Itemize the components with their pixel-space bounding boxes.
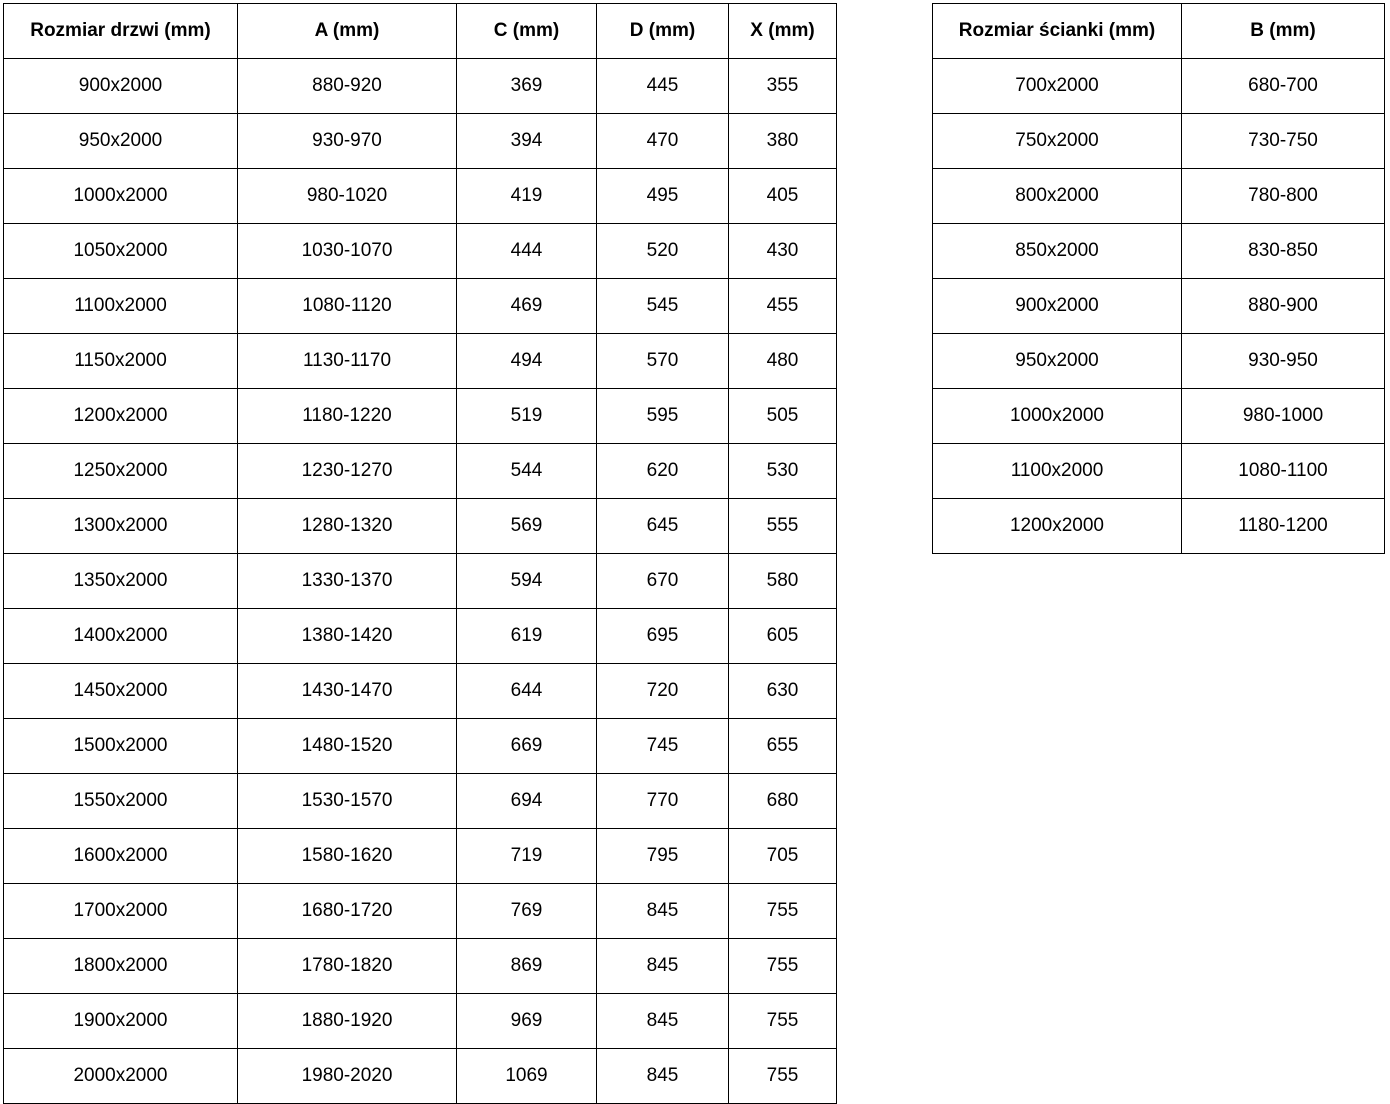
table-row bbox=[4, 1049, 837, 1104]
cell-b: 830-850 bbox=[1182, 224, 1385, 279]
table-row bbox=[4, 169, 837, 224]
cell-d: 670 bbox=[597, 554, 729, 609]
table-row bbox=[4, 59, 837, 114]
table-header-row bbox=[933, 4, 1385, 59]
cell-x: 405 bbox=[729, 169, 837, 224]
cell-d: 770 bbox=[597, 774, 729, 829]
cell-c: 769 bbox=[457, 884, 597, 939]
cell-x: 555 bbox=[729, 499, 837, 554]
column-header-x: X (mm) bbox=[729, 4, 837, 59]
cell-door-size: 1900x2000 bbox=[4, 994, 238, 1049]
cell-wall-size: 700x2000 bbox=[933, 59, 1182, 114]
cell-a: 1380-1420 bbox=[238, 609, 457, 664]
cell-c: 969 bbox=[457, 994, 597, 1049]
table-row bbox=[4, 664, 837, 719]
column-header-a: A (mm) bbox=[238, 4, 457, 59]
table-row bbox=[4, 389, 837, 444]
cell-a: 1230-1270 bbox=[238, 444, 457, 499]
cell-a: 1880-1920 bbox=[238, 994, 457, 1049]
cell-wall-size: 900x2000 bbox=[933, 279, 1182, 334]
cell-d: 720 bbox=[597, 664, 729, 719]
cell-door-size: 1550x2000 bbox=[4, 774, 238, 829]
table-row bbox=[933, 279, 1385, 334]
cell-c: 569 bbox=[457, 499, 597, 554]
door-size-table bbox=[3, 3, 837, 1104]
cell-a: 1080-1120 bbox=[238, 279, 457, 334]
cell-d: 845 bbox=[597, 939, 729, 994]
cell-x: 705 bbox=[729, 829, 837, 884]
table-row bbox=[4, 279, 837, 334]
cell-a: 1130-1170 bbox=[238, 334, 457, 389]
cell-b: 780-800 bbox=[1182, 169, 1385, 224]
cell-d: 845 bbox=[597, 884, 729, 939]
cell-door-size: 1700x2000 bbox=[4, 884, 238, 939]
cell-a: 930-970 bbox=[238, 114, 457, 169]
cell-x: 580 bbox=[729, 554, 837, 609]
cell-door-size: 1200x2000 bbox=[4, 389, 238, 444]
cell-x: 455 bbox=[729, 279, 837, 334]
cell-a: 1980-2020 bbox=[238, 1049, 457, 1104]
cell-x: 380 bbox=[729, 114, 837, 169]
cell-d: 445 bbox=[597, 59, 729, 114]
cell-d: 695 bbox=[597, 609, 729, 664]
cell-door-size: 1150x2000 bbox=[4, 334, 238, 389]
cell-c: 369 bbox=[457, 59, 597, 114]
cell-door-size: 1250x2000 bbox=[4, 444, 238, 499]
cell-d: 645 bbox=[597, 499, 729, 554]
cell-b: 1180-1200 bbox=[1182, 499, 1385, 554]
cell-d: 595 bbox=[597, 389, 729, 444]
cell-wall-size: 1000x2000 bbox=[933, 389, 1182, 444]
cell-d: 620 bbox=[597, 444, 729, 499]
cell-door-size: 1300x2000 bbox=[4, 499, 238, 554]
cell-door-size: 2000x2000 bbox=[4, 1049, 238, 1104]
cell-door-size: 1600x2000 bbox=[4, 829, 238, 884]
cell-c: 394 bbox=[457, 114, 597, 169]
cell-x: 605 bbox=[729, 609, 837, 664]
table-row bbox=[4, 554, 837, 609]
cell-a: 1780-1820 bbox=[238, 939, 457, 994]
cell-wall-size: 800x2000 bbox=[933, 169, 1182, 224]
cell-d: 745 bbox=[597, 719, 729, 774]
cell-x: 655 bbox=[729, 719, 837, 774]
cell-a: 1580-1620 bbox=[238, 829, 457, 884]
cell-a: 980-1020 bbox=[238, 169, 457, 224]
cell-d: 520 bbox=[597, 224, 729, 279]
cell-x: 755 bbox=[729, 884, 837, 939]
cell-x: 530 bbox=[729, 444, 837, 499]
cell-door-size: 900x2000 bbox=[4, 59, 238, 114]
cell-b: 880-900 bbox=[1182, 279, 1385, 334]
cell-a: 1330-1370 bbox=[238, 554, 457, 609]
cell-door-size: 1050x2000 bbox=[4, 224, 238, 279]
cell-door-size: 1450x2000 bbox=[4, 664, 238, 719]
cell-wall-size: 750x2000 bbox=[933, 114, 1182, 169]
table-row bbox=[4, 334, 837, 389]
cell-b: 980-1000 bbox=[1182, 389, 1385, 444]
cell-c: 869 bbox=[457, 939, 597, 994]
cell-b: 680-700 bbox=[1182, 59, 1385, 114]
door-size-table-body bbox=[4, 59, 837, 1104]
cell-wall-size: 1200x2000 bbox=[933, 499, 1182, 554]
cell-door-size: 1800x2000 bbox=[4, 939, 238, 994]
cell-b: 730-750 bbox=[1182, 114, 1385, 169]
cell-a: 1180-1220 bbox=[238, 389, 457, 444]
cell-x: 355 bbox=[729, 59, 837, 114]
cell-a: 1430-1470 bbox=[238, 664, 457, 719]
table-row bbox=[4, 994, 837, 1049]
cell-door-size: 1500x2000 bbox=[4, 719, 238, 774]
cell-d: 545 bbox=[597, 279, 729, 334]
column-header-b: B (mm) bbox=[1182, 4, 1385, 59]
cell-a: 1480-1520 bbox=[238, 719, 457, 774]
cell-d: 845 bbox=[597, 1049, 729, 1104]
cell-c: 619 bbox=[457, 609, 597, 664]
cell-door-size: 950x2000 bbox=[4, 114, 238, 169]
table-row bbox=[4, 719, 837, 774]
cell-c: 594 bbox=[457, 554, 597, 609]
table-row bbox=[933, 224, 1385, 279]
cell-c: 419 bbox=[457, 169, 597, 224]
cell-a: 880-920 bbox=[238, 59, 457, 114]
cell-d: 845 bbox=[597, 994, 729, 1049]
cell-wall-size: 950x2000 bbox=[933, 334, 1182, 389]
cell-a: 1280-1320 bbox=[238, 499, 457, 554]
cell-d: 495 bbox=[597, 169, 729, 224]
cell-c: 644 bbox=[457, 664, 597, 719]
cell-door-size: 1400x2000 bbox=[4, 609, 238, 664]
cell-x: 755 bbox=[729, 1049, 837, 1104]
table-header-row bbox=[4, 4, 837, 59]
cell-x: 430 bbox=[729, 224, 837, 279]
table-row bbox=[933, 169, 1385, 224]
cell-a: 1030-1070 bbox=[238, 224, 457, 279]
cell-c: 519 bbox=[457, 389, 597, 444]
cell-c: 494 bbox=[457, 334, 597, 389]
cell-c: 544 bbox=[457, 444, 597, 499]
cell-b: 930-950 bbox=[1182, 334, 1385, 389]
table-row bbox=[4, 224, 837, 279]
table-row bbox=[933, 444, 1385, 499]
table-row bbox=[4, 114, 837, 169]
column-header-d: D (mm) bbox=[597, 4, 729, 59]
cell-c: 719 bbox=[457, 829, 597, 884]
cell-wall-size: 850x2000 bbox=[933, 224, 1182, 279]
cell-d: 795 bbox=[597, 829, 729, 884]
table-row bbox=[4, 499, 837, 554]
cell-b: 1080-1100 bbox=[1182, 444, 1385, 499]
cell-a: 1680-1720 bbox=[238, 884, 457, 939]
cell-x: 755 bbox=[729, 994, 837, 1049]
cell-wall-size: 1100x2000 bbox=[933, 444, 1182, 499]
table-row bbox=[933, 499, 1385, 554]
table-row bbox=[4, 774, 837, 829]
cell-c: 444 bbox=[457, 224, 597, 279]
column-header-wall-size: Rozmiar ścianki (mm) bbox=[933, 4, 1182, 59]
table-row bbox=[4, 444, 837, 499]
table-row bbox=[4, 939, 837, 994]
table-row bbox=[4, 884, 837, 939]
cell-d: 470 bbox=[597, 114, 729, 169]
cell-x: 755 bbox=[729, 939, 837, 994]
cell-c: 1069 bbox=[457, 1049, 597, 1104]
table-row bbox=[933, 389, 1385, 444]
cell-c: 669 bbox=[457, 719, 597, 774]
cell-door-size: 1100x2000 bbox=[4, 279, 238, 334]
wall-size-table-head bbox=[933, 4, 1385, 59]
column-header-door-size: Rozmiar drzwi (mm) bbox=[4, 4, 238, 59]
cell-a: 1530-1570 bbox=[238, 774, 457, 829]
cell-c: 469 bbox=[457, 279, 597, 334]
cell-x: 680 bbox=[729, 774, 837, 829]
cell-x: 630 bbox=[729, 664, 837, 719]
cell-c: 694 bbox=[457, 774, 597, 829]
wall-size-table bbox=[932, 3, 1385, 554]
wall-size-table-body bbox=[933, 59, 1385, 554]
table-row bbox=[4, 609, 837, 664]
cell-x: 480 bbox=[729, 334, 837, 389]
table-row bbox=[933, 59, 1385, 114]
cell-x: 505 bbox=[729, 389, 837, 444]
cell-door-size: 1000x2000 bbox=[4, 169, 238, 224]
cell-d: 570 bbox=[597, 334, 729, 389]
cell-door-size: 1350x2000 bbox=[4, 554, 238, 609]
column-header-c: C (mm) bbox=[457, 4, 597, 59]
table-row bbox=[933, 334, 1385, 389]
door-size-table-head bbox=[4, 4, 837, 59]
table-row bbox=[4, 829, 837, 884]
table-row bbox=[933, 114, 1385, 169]
